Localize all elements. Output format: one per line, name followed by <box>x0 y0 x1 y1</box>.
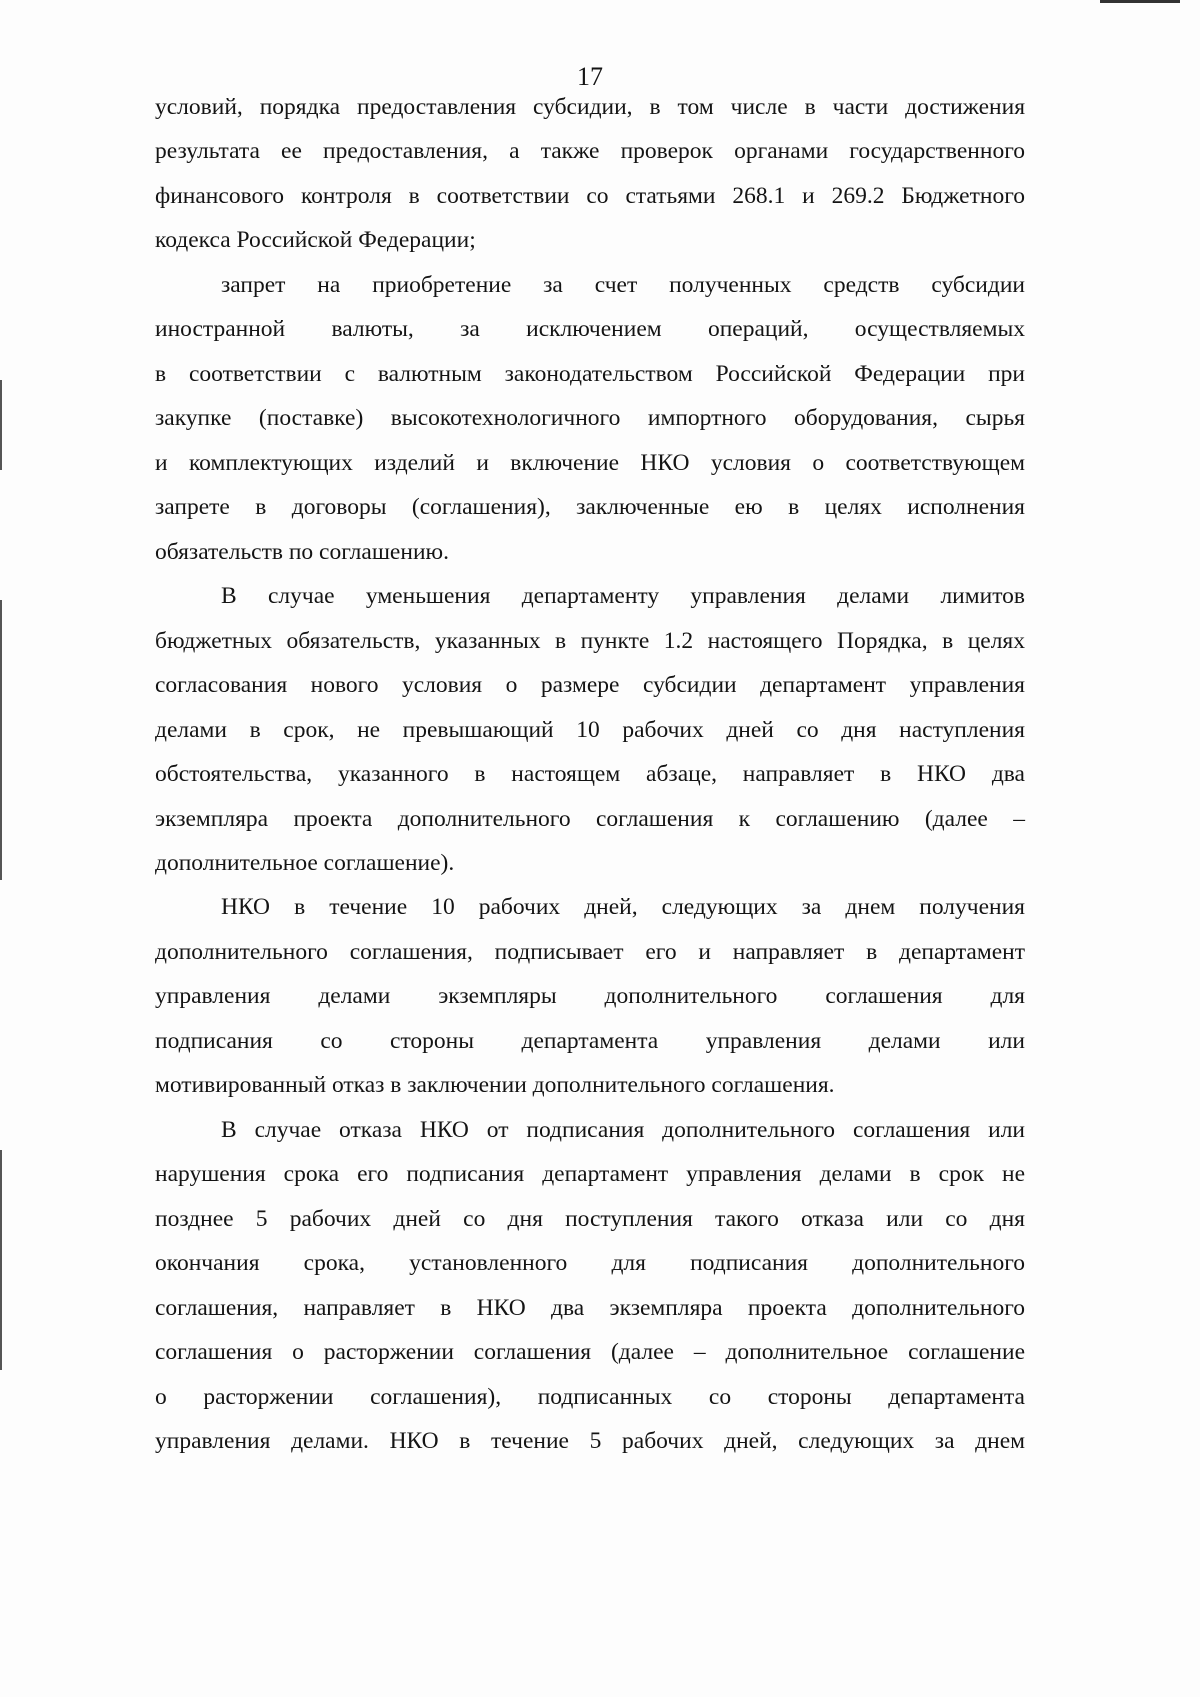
text-line: финансового контроля в соответствии со статьями 268.1 и 269.2 Бюджетного <box>155 182 1025 209</box>
scan-mark <box>1100 0 1180 3</box>
text-line: обстоятельства, указанного в настоящем абзаце, направляет в НКО два <box>155 761 1025 788</box>
text-line: согласования нового условия о размере субсидии департамент управления <box>155 672 1025 699</box>
text-line: запрет на приобретение за счет полученных средств субсидии <box>221 271 1025 298</box>
text-line: кодекса Российской Федерации; <box>155 227 476 254</box>
text-line: условий, порядка предоставления субсидии, в том числе в части достижения <box>155 94 1025 120</box>
text-line: мотивированный отказ в заключении дополнительного соглашения. <box>155 1072 835 1099</box>
text-line: результата ее предоставления, а также проверок органами государственного <box>155 138 1025 165</box>
page-number: 17 <box>577 62 603 91</box>
text-line: нарушения срока его подписания департамент управления делами в срок не <box>155 1161 1025 1188</box>
text-line: управления делами экземпляры дополнительного соглашения для <box>155 983 1025 1010</box>
scan-edge <box>0 1150 2 1370</box>
text-line: В случае отказа НКО от подписания дополнительного соглашения или <box>221 1116 1025 1143</box>
scan-edge <box>0 380 2 470</box>
text-line: бюджетных обязательств, указанных в пункте 1.2 настоящего Порядка, в целях <box>155 627 1025 654</box>
text-line: закупке (поставке) высокотехнологичного импортного оборудования, сырья <box>155 405 1025 432</box>
text-line: и комплектующих изделий и включение НКО условия о соответствующем <box>155 449 1025 476</box>
text-line: дополнительное соглашение). <box>155 849 455 876</box>
text-line: запрете в договоры (соглашения), заключенные ею в целях исполнения <box>155 494 1025 521</box>
text-line: управления делами. НКО в течение 5 рабочих дней, следующих за днем <box>155 1428 1025 1455</box>
text-line: дополнительного соглашения, подписывает его и направляет в департамент <box>155 938 1025 965</box>
text-line: экземпляра проекта дополнительного соглашения к соглашению (далее – <box>155 805 1025 832</box>
text-line: соглашения, направляет в НКО два экземпляра проекта дополнительного <box>155 1294 1025 1321</box>
text-line: о расторжении соглашения), подписанных со стороны департамента <box>155 1383 1025 1410</box>
text-line: делами в срок, не превышающий 10 рабочих дней со дня наступления <box>155 716 1025 743</box>
text-line: в соответствии с валютным законодательством Российской Федерации при <box>155 360 1025 387</box>
text-line: окончания срока, установленного для подписания дополнительного <box>155 1250 1025 1277</box>
text-line: позднее 5 рабочих дней со дня поступления такого отказа или со дня <box>155 1205 1025 1232</box>
text-line: В случае уменьшения департаменту управления делами лимитов <box>221 583 1025 610</box>
scan-edge <box>0 600 2 880</box>
text-line: иностранной валюты, за исключением операций, осуществляемых <box>155 316 1025 343</box>
text-line: соглашения о расторжении соглашения (далее – дополнительное соглашение <box>155 1339 1025 1366</box>
text-line: НКО в течение 10 рабочих дней, следующих за днем получения <box>221 894 1025 921</box>
text-line: обязательств по соглашению. <box>155 538 449 565</box>
text-line: подписания со стороны департамента управления делами или <box>155 1027 1025 1054</box>
